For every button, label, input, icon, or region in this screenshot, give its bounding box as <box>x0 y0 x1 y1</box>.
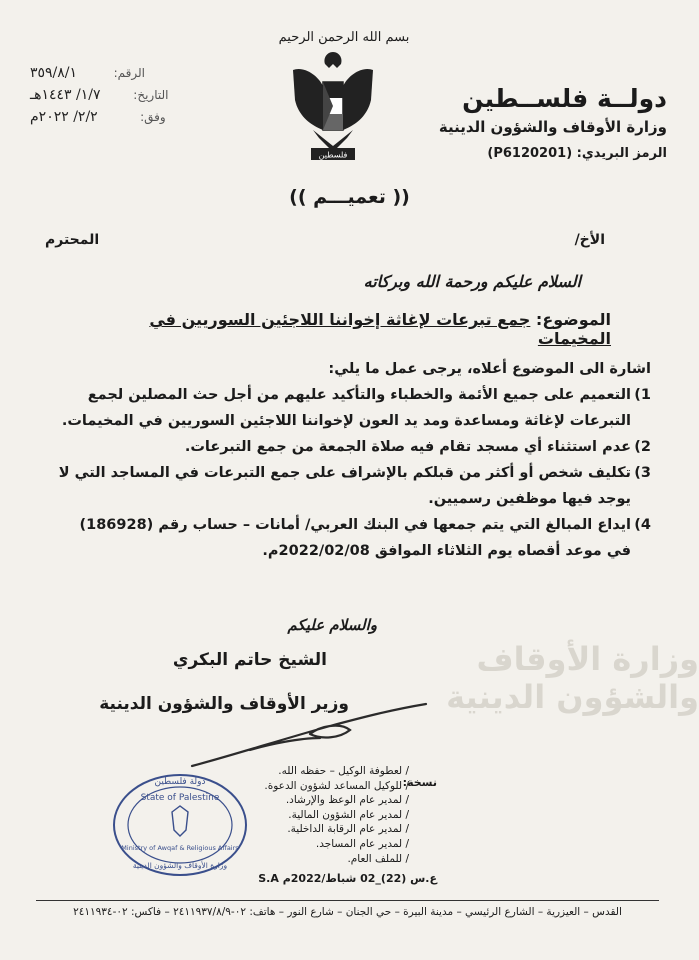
copies-label: نسخة: <box>402 776 437 789</box>
list-item: / لمدير عام الرقابة الداخلية. <box>287 823 409 836</box>
recipient-line <box>45 232 605 248</box>
agreement-label: وفق: <box>140 110 166 124</box>
item-text: التعميم على جميع الأئمة والخطباء والتأكيد عليهم من أجل حث المصلين لجمع التبرعات لإغاثة ومساعدة ومد يد العون لإخواننا اللاجئين السوريين في المخيمات. <box>61 387 631 429</box>
stamp-arabic-bottom: وزارة الأوقاف والشؤون الدينية <box>132 861 228 870</box>
stamp-english: State of Palestine <box>140 793 220 803</box>
postal-code: الرمز البريدي: (P6120201) <box>487 146 667 161</box>
eagle-crest-icon <box>283 30 383 170</box>
list-item: / لمدير عام المساجد. <box>315 837 409 850</box>
reference-code: ع.س (22)_02 شباط/2022م S.A <box>258 872 437 885</box>
date-gregorian: ٢/٢/ ٢٠٢٢م <box>30 109 98 125</box>
footer-divider <box>36 900 659 901</box>
item-text: تكليف شخص أو أكثر من قبلكم بالإشراف على جمع التبرعات في المساجد التي لا يوجد فيها موظفين رسميين. <box>58 465 631 507</box>
ministry-name: وزارة الأوقاف والشؤون الدينية <box>438 118 667 136</box>
letterhead-meta <box>30 62 240 128</box>
to-label: الأخ/ <box>574 232 605 248</box>
item-text: عدم استثناء أي مسجد تقام فيه صلاة الجمعة من جمع التبرعات. <box>184 439 631 455</box>
watermark: وزارة الأوقاف والشؤون الدينية <box>446 640 699 716</box>
handwritten-signature <box>190 700 430 770</box>
state-name: دولــة فلســطين <box>462 84 667 113</box>
list-item <box>51 460 651 512</box>
document-title: (( تعميـــم )) <box>289 186 410 208</box>
letterhead-right <box>427 82 667 161</box>
ref-label: الرقم: <box>113 66 146 80</box>
letter-body <box>51 356 651 564</box>
respect-label: المحترم <box>45 232 100 248</box>
ref-row <box>30 62 240 84</box>
list-item <box>51 512 651 564</box>
list-item: / لمدير عام الشؤون المالية. <box>288 808 409 821</box>
closing: والسلام عليكم <box>287 616 377 634</box>
signer-title: وزير الأوقاف والشؤون الدينية <box>99 694 349 714</box>
list-item: / للوكيل المساعد لشؤون الدعوة. <box>264 779 409 792</box>
crest-caption: فلسطين <box>318 150 348 160</box>
gregorian-row <box>30 106 240 128</box>
stamp-english-bottom: Ministry of Awqaf & Religious Affairs <box>121 844 239 852</box>
date-label: التاريخ: <box>133 88 169 102</box>
list-item <box>51 382 651 434</box>
intro-text: اشارة الى الموضوع أعلاه، يرجى عمل ما يلي: <box>328 361 651 377</box>
greeting: السلام عليكم ورحمة الله وبركاته <box>363 272 581 291</box>
ref-value: ٣٥٩/٨/١ <box>30 65 78 81</box>
list-item <box>51 434 651 460</box>
footer-address: القدس – العيزرية – الشارع الرئيسي – مدينة البيرة – حي الجنان – شارع النور – هاتف: ٠٢-٢٤١١٩٣٧/٨/٩ – فاكس: ٠٢-٢٤١١٩٣٤ <box>73 906 622 918</box>
subject-text: جمع تبرعات لإغاثة إخواننا اللاجئين السوريين في المخيمات <box>149 310 611 348</box>
date-row <box>30 84 240 106</box>
subject-label: الموضوع: <box>535 310 611 329</box>
stamp-arabic-top: دولة فلسطين <box>154 777 206 787</box>
signer-name: الشيخ حاتم البكري <box>172 650 327 670</box>
copies-list <box>189 764 409 866</box>
date-hijri: ١/٧/ ١٤٤٣هـ <box>30 87 101 103</box>
item-number: 1) <box>634 387 651 403</box>
list-item: / لعطوفة الوكيل – حفظه الله. <box>278 765 409 777</box>
item-number: 3) <box>634 465 651 481</box>
item-number: 4) <box>634 517 651 533</box>
basmala: بسم الله الرحمن الرحيم <box>278 30 410 45</box>
item-number: 2) <box>634 439 651 455</box>
subject-line <box>91 310 611 348</box>
item-text: ايداع المبالغ التي يتم جمعها في البنك العربي/ أمانات – حساب رقم (186928) في موعد أقصاه يوم الثلاثاء الموافق 2022/02/08م. <box>79 517 631 559</box>
list-item: / لمدير عام الوعظ والإرشاد. <box>285 794 409 807</box>
list-item: / للملف العام. <box>347 852 409 865</box>
